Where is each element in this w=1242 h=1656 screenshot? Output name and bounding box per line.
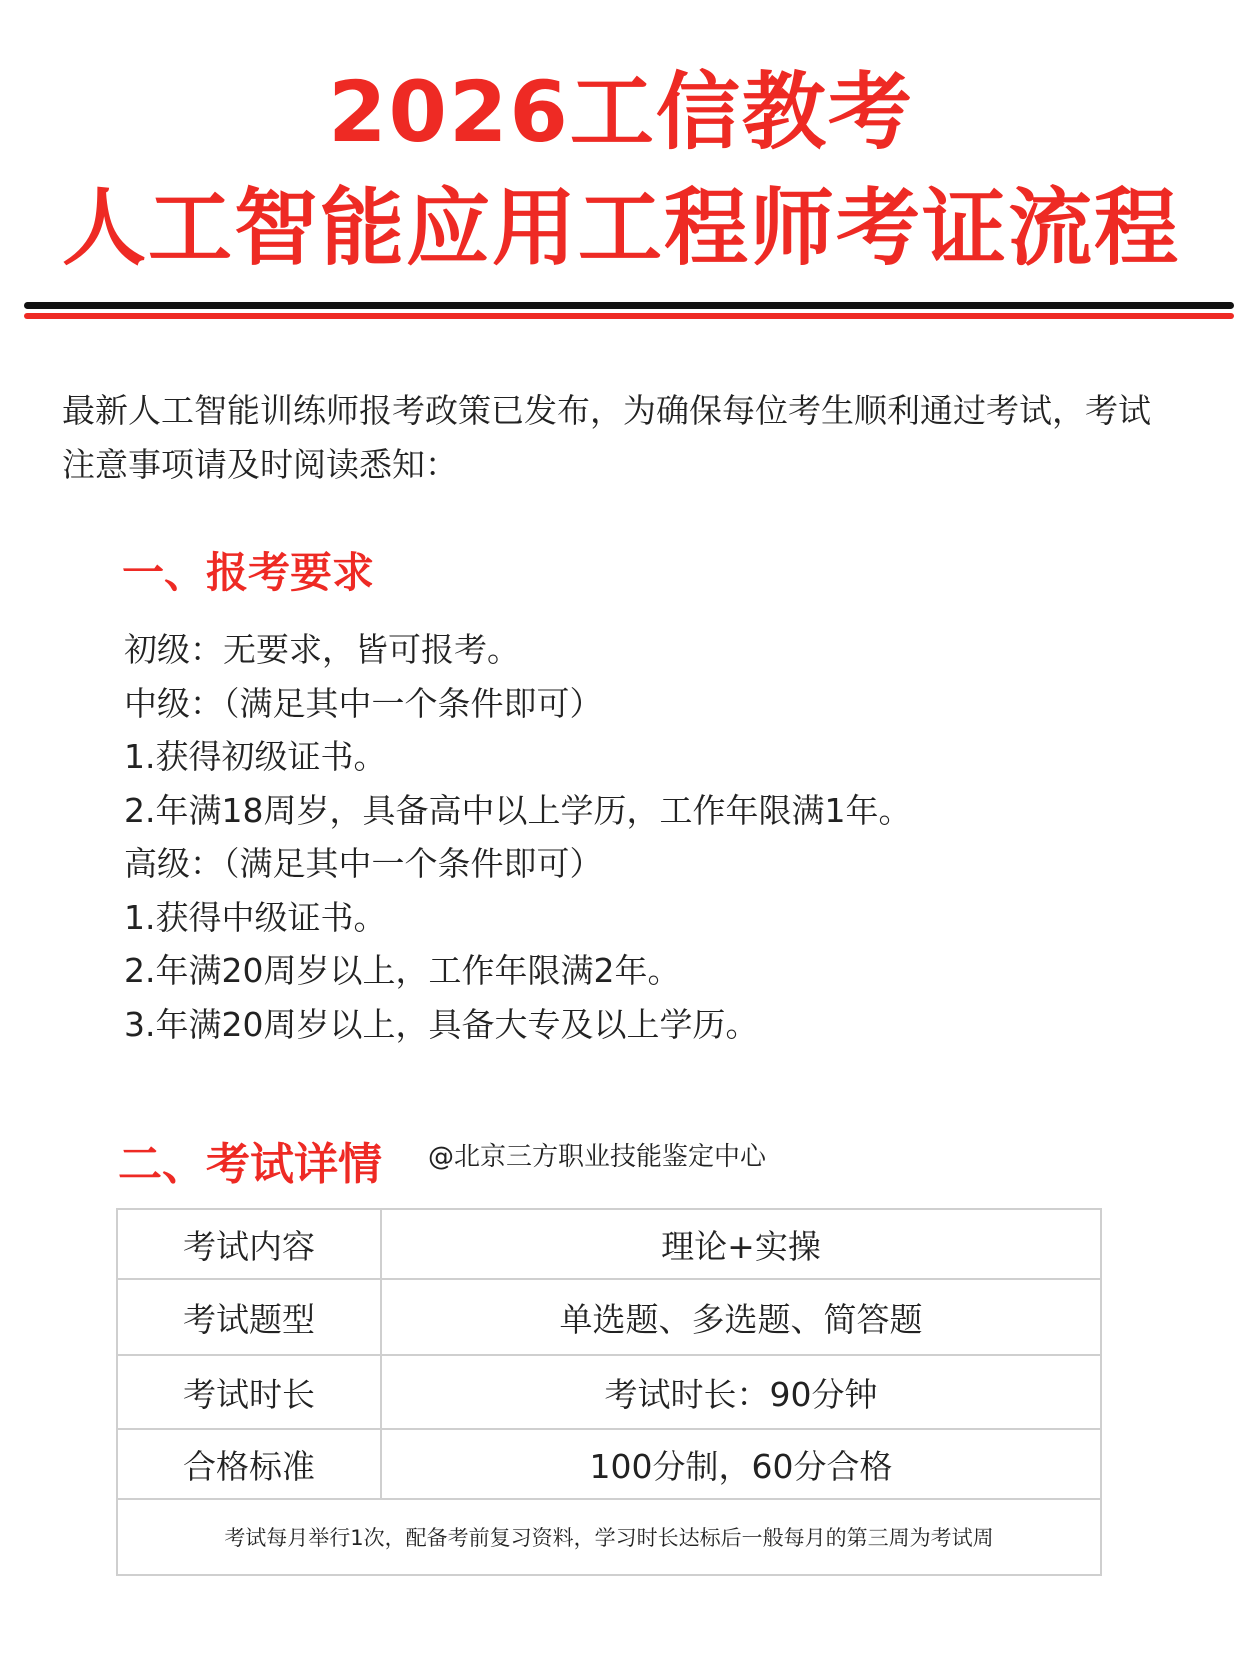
- requirement-line: 高级：（满足其中一个条件即可）: [124, 844, 603, 883]
- title-divider-black: [24, 302, 1234, 309]
- requirement-line: 中级：（满足其中一个条件即可）: [124, 683, 603, 723]
- table-row: [117, 1209, 1101, 1279]
- table-row: [117, 1429, 1101, 1499]
- intro-paragraph: 最新人工智能训练师报考政策已发布，为确保每位考生顺利通过考试，考试注意事项请及时阅读悉知：: [62, 391, 1151, 484]
- section-heading-exam-details: 二、考试详情: [118, 1139, 382, 1190]
- requirement-line: 1.获得初级证书。: [124, 737, 387, 776]
- table-note: 考试每月举行1次，配备考前复习资料，学习时长达标后一般每月的第三周为考试周: [117, 1499, 1101, 1575]
- table-row: [117, 1279, 1101, 1355]
- table-cell-value: 理论+实操: [381, 1209, 1101, 1279]
- exam-details-table: [116, 1208, 1102, 1576]
- section-heading-requirements: 一、报考要求: [122, 548, 375, 597]
- page-title-line-2: 人工智能应用工程师考证流程: [61, 179, 1180, 277]
- requirement-line: 3.年满20周岁以上，具备大专及以上学历。: [124, 1004, 759, 1044]
- table-cell-key: 考试内容: [117, 1209, 381, 1279]
- table-row: [117, 1355, 1101, 1429]
- requirement-line: 2.年满20周岁以上，工作年限满2年。: [124, 951, 681, 990]
- table-cell-key: 考试题型: [117, 1279, 381, 1355]
- title-divider-red: [24, 313, 1234, 319]
- source-credit: @北京三方职业技能鉴定中心: [428, 1142, 767, 1172]
- requirements-list: [124, 623, 954, 1051]
- requirement-line: 2.年满18周岁，具备高中以上学历，工作年限满1年。: [124, 790, 912, 830]
- page-title-line-1: 2026工信教考: [328, 63, 914, 161]
- table-cell-value: 单选题、多选题、简答题: [381, 1279, 1101, 1355]
- table-cell-value: 考试时长：90分钟: [381, 1355, 1101, 1429]
- requirement-line: 1.获得中级证书。: [124, 897, 387, 937]
- table-cell-value: 100分制，60分合格: [381, 1429, 1101, 1499]
- requirement-line: 初级：无要求，皆可报考。: [124, 630, 520, 669]
- table-cell-key: 考试时长: [117, 1355, 381, 1429]
- table-row: [117, 1499, 1101, 1575]
- table-cell-key: 合格标准: [117, 1429, 381, 1499]
